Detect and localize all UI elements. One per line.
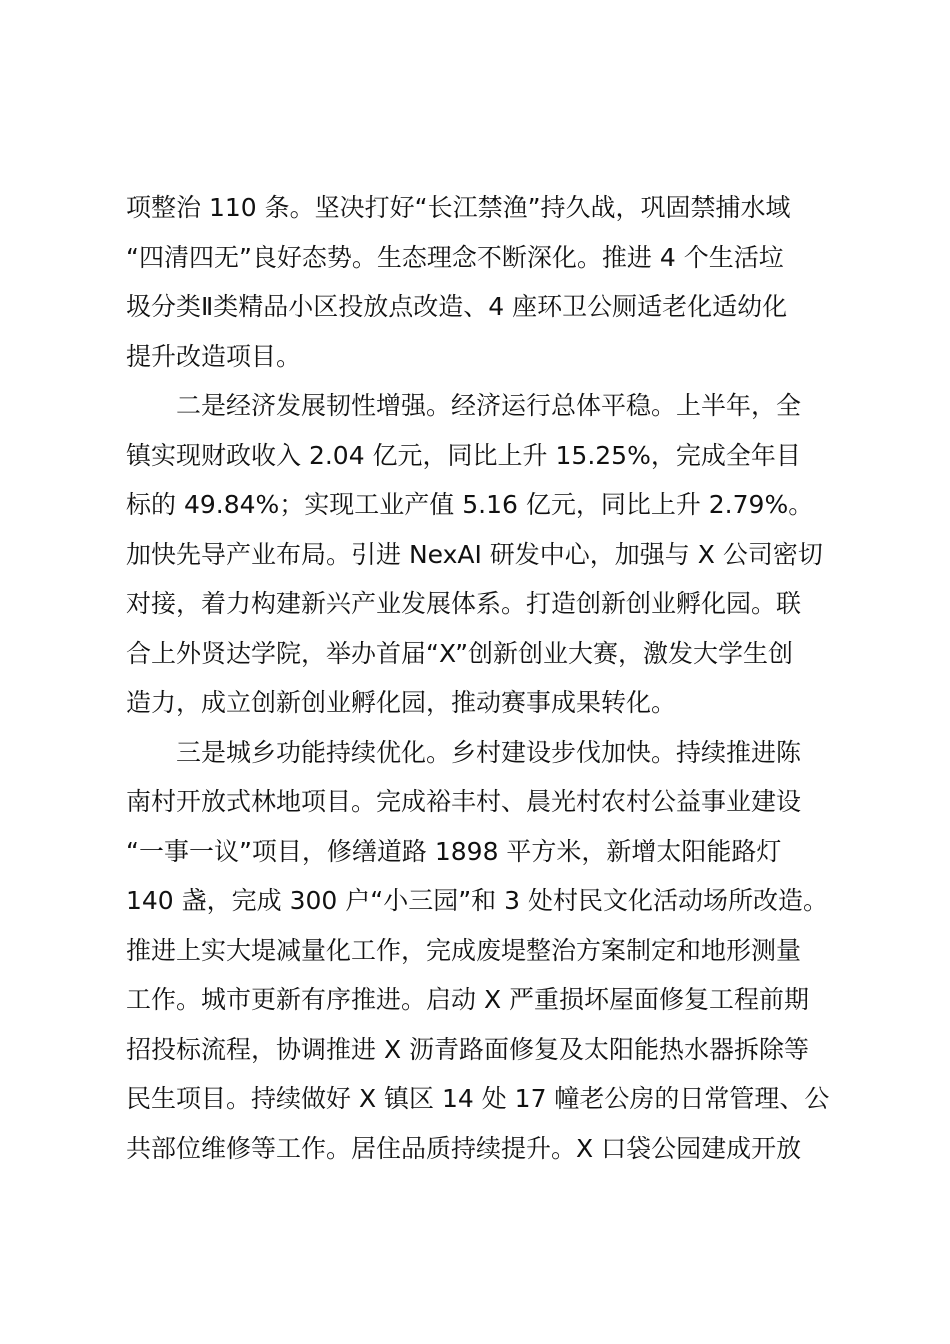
text-line: 造力，成立创新创业孵化园，推动赛事成果转化。 [126, 688, 677, 717]
text-line: 标的 49.84%；实现工业产值 5.16 亿元，同比上升 2.79%。 [126, 490, 814, 519]
paragraph-ecology-continued [126, 183, 838, 381]
text-line: “一事一议”项目，修缮道路 1898 平方米，新增太阳能路灯 [126, 836, 782, 866]
text-line: 圾分类Ⅱ类精品小区投放点改造、4 座环卫公厕适老化适幼化 [126, 292, 788, 321]
text-line: 三是城乡功能持续优化。乡村建设步伐加快。持续推进陈 [176, 737, 802, 767]
text-line: 工作。城市更新有序推进。启动 X 严重损坏屋面修复工程前期 [126, 985, 810, 1014]
text-line: 对接，着力构建新兴产业发展体系。打造创新创业孵化园。联 [126, 589, 802, 618]
text-line: “四清四无”良好态势。生态理念不断深化。推进 4 个生活垃 [126, 242, 784, 272]
text-line: 加快先导产业布局。引进 NexAI 研发中心，加强与 X 公司密切 [126, 539, 823, 569]
text-line: 提升改造项目。 [126, 341, 302, 371]
text-line: 合上外贤达学院，举办首届“X”创新创业大赛，激发大学生创 [126, 638, 794, 668]
text-line: 招投标流程，协调推进 X 沥青路面修复及太阳能热水器拆除等 [126, 1034, 810, 1064]
document-body [126, 183, 838, 1173]
text-line: 二是经济发展韧性增强。经济运行总体平稳。上半年，全 [176, 391, 802, 420]
text-line: 140 盏，完成 300 户“小三园”和 3 处村民文化活动场所改造。 [126, 886, 828, 915]
text-line: 共部位维修等工作。居住品质持续提升。X 口袋公园建成开放 [126, 1133, 802, 1163]
text-line: 民生项目。持续做好 X 镇区 14 处 17 幢老公房的日常管理、公 [126, 1084, 830, 1113]
paragraph-economy [126, 381, 838, 728]
text-line: 镇实现财政收入 2.04 亿元，同比上升 15.25%，完成全年目 [126, 440, 801, 470]
text-line: 南村开放式林地项目。完成裕丰村、晨光村农村公益事业建设 [126, 787, 802, 816]
text-line: 推进上实大堤减量化工作，完成废堤整治方案制定和地形测量 [126, 935, 802, 965]
paragraph-urban-rural [126, 728, 838, 1174]
text-line: 项整治 110 条。坚决打好“长江禁渔”持久战，巩固禁捕水域 [126, 193, 791, 222]
